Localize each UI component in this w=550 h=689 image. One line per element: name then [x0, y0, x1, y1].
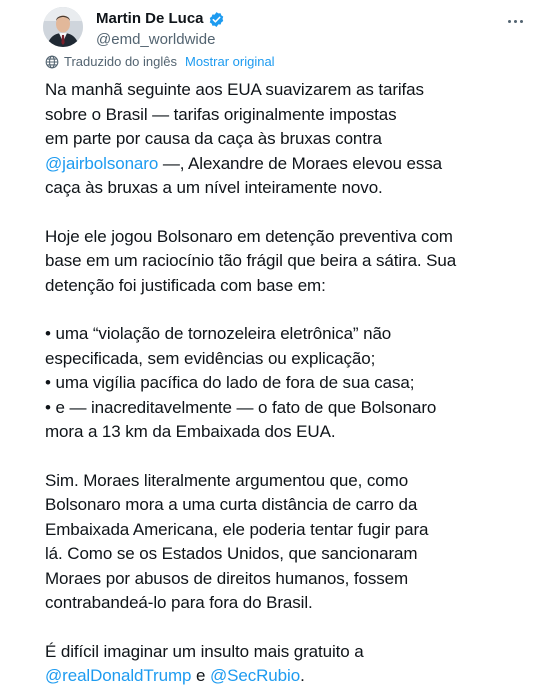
text-fragment: —, Alexandre de Moraes elevou essa	[158, 153, 442, 173]
translated-label: Traduzido do inglês	[64, 54, 177, 69]
author-handle[interactable]: @emd_worldwide	[96, 31, 216, 48]
show-original-link[interactable]: Mostrar original	[184, 54, 275, 69]
translation-bar	[45, 53, 275, 71]
text-line	[45, 152, 525, 177]
text-line: Embaixada Americana, ele poderia tentar fugir para	[45, 519, 429, 539]
text-line: em parte por causa da caça às bruxas contra	[45, 129, 382, 148]
text-fragment: e	[191, 666, 210, 685]
text-line: Hoje ele jogou Bolsonaro em detenção preventiva com	[45, 226, 453, 246]
mention-jairbolsonaro[interactable]: @jairbolsonaro	[45, 153, 159, 173]
author-name[interactable]: Martin De Luca	[96, 10, 204, 27]
paragraph-2	[45, 225, 525, 299]
text-line: especificada, sem evidências ou explicação;	[45, 348, 376, 368]
text-line: sobre o Brasil — tarifas originalmente impostas	[45, 104, 397, 124]
text-line: Moraes por abusos de direitos humanos, fossem	[45, 568, 409, 588]
text-line: Na manhã seguinte aos EUA suavizarem as tarifas	[45, 80, 424, 99]
verified-badge-icon	[208, 11, 225, 28]
globe-icon	[45, 55, 59, 69]
text-line: É difícil imaginar um insulto mais gratuito a	[45, 641, 364, 661]
post-text	[45, 78, 525, 689]
paragraph-5	[45, 640, 525, 689]
author-name-row[interactable]	[96, 9, 225, 29]
text-line: • e — inacreditavelmente — o fato de que Bolsonaro	[45, 397, 437, 417]
avatar-image	[43, 7, 83, 47]
paragraph-4	[45, 469, 525, 616]
text-line: caça às bruxas a um nível inteiramente novo.	[45, 178, 383, 197]
avatar[interactable]	[43, 7, 83, 47]
more-options-icon[interactable]	[504, 13, 526, 29]
mention-secrubio[interactable]: @SecRubio	[209, 666, 301, 685]
text-line: • uma vigília pacífica do lado de fora de sua casa;	[45, 373, 415, 392]
text-line: detenção foi justificada com base em:	[45, 275, 326, 295]
text-line: lá. Como se os Estados Unidos, que sancionaram	[45, 544, 418, 563]
mention-realdonaldtrump[interactable]: @realDonaldTrump	[45, 666, 192, 685]
text-line: mora a 13 km da Embaixada dos EUA.	[45, 422, 336, 441]
text-fragment: .	[300, 666, 305, 685]
text-line: Bolsonaro mora a uma curta distância de carro da	[45, 495, 418, 514]
text-line: Sim. Moraes literalmente argumentou que, como	[45, 470, 409, 490]
paragraph-1	[45, 78, 525, 201]
text-line: • uma “violação de tornozeleira eletrônica” não	[45, 324, 392, 343]
text-line	[45, 664, 525, 689]
text-line: contrabandeá-lo para fora do Brasil.	[45, 593, 313, 612]
text-line: base em um raciocínio tão frágil que beira a sátira. Sua	[45, 251, 457, 270]
paragraph-3	[45, 322, 525, 445]
